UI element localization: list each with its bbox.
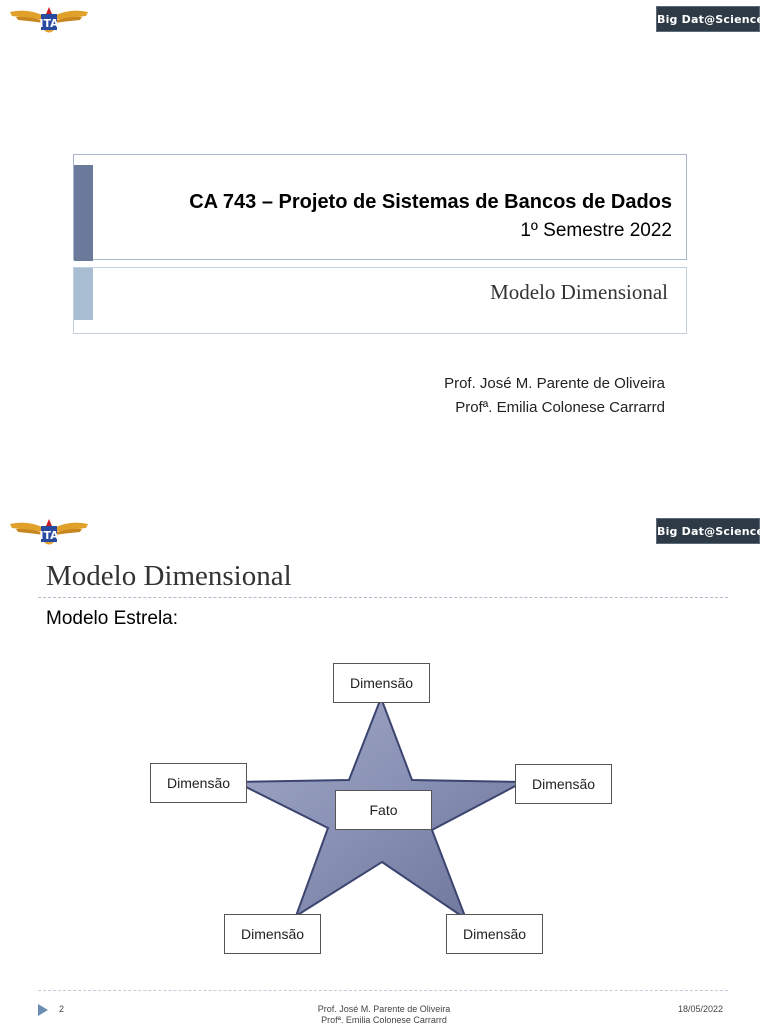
page-number: 2 [59,1004,65,1014]
big-data-science-logo: Big Dat@Science [656,6,760,32]
university-eagle-emblem-icon [8,4,90,36]
footer-professor-1: Prof. José M. Parente de Oliveira [317,1004,451,1014]
svg-text:ITA: ITA [39,529,59,542]
slide-2 [0,512,768,1024]
dimension-box-top: Dimensão [333,663,430,703]
big-data-science-logo: Big Dat@Science [656,518,760,544]
footer-divider [38,990,728,991]
title-box [73,154,687,260]
svg-text:ITA: ITA [39,17,59,30]
fact-box: Fato [335,790,432,830]
subtitle-accent-bar [74,268,93,320]
slide-title: Modelo Dimensional [46,560,292,592]
star-diagram [0,512,768,1024]
dimension-box-left: Dimensão [150,763,247,803]
subtitle-box [73,267,687,334]
footer [0,990,768,1024]
footer-date: 18/05/2022 [677,1004,723,1014]
professor-2: Profª. Emilia Colonese Carrarrd [455,399,665,416]
dimension-box-bottom-left: Dimensão [224,914,321,954]
bullet-text: Modelo Estrela: [46,608,179,629]
subtitle: Modelo Dimensional [490,280,668,304]
title-accent-bar [74,165,93,261]
professor-1: Prof. José M. Parente de Oliveira [444,375,665,392]
dimension-box-right: Dimensão [515,764,612,804]
semester: 1º Semestre 2022 [520,220,672,241]
dimension-box-bottom-right: Dimensão [446,914,543,954]
footer-professor-2: Profª. Emilia Colonese Carrarrd [321,1015,447,1024]
course-title: CA 743 – Projeto de Sistemas de Bancos de Dados [189,191,672,213]
